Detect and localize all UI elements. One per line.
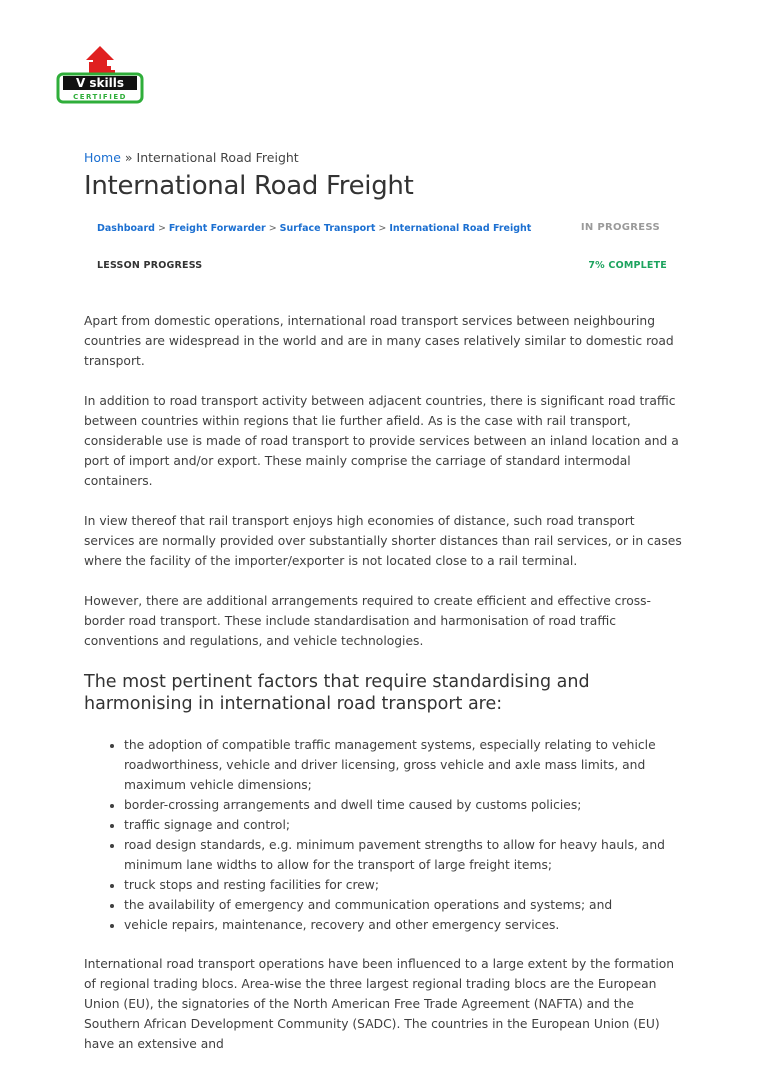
main-content: [84, 150, 688, 1074]
breadcrumb-current: International Road Freight: [136, 150, 299, 165]
crumb-separator: >: [157, 223, 166, 234]
crumb-separator: >: [378, 223, 387, 234]
paragraph-3: In view thereof that rail transport enjoys high economies of distance, such road transport services are normally provided over substantially shorter distances than rail services, or in cases where the facility of the importer/exporter is not located close to a rail terminal.: [84, 514, 682, 568]
logo-main-text: V skills: [75, 76, 125, 90]
lesson-breadcrumb: [97, 223, 531, 234]
lesson-progress-value: 7% COMPLETE: [588, 260, 667, 271]
paragraph-4: However, there are additional arrangements required to create efficient and effective cross-border road transport. These include standardisation and harmonisation of road traffic conventions and regulations, and vehicle technologies.: [84, 594, 651, 648]
lesson-progress-label: LESSON PROGRESS: [97, 260, 203, 271]
crumb-international-road-freight[interactable]: International Road Freight: [389, 223, 532, 234]
logo-sub-text: CERTIFIED: [73, 93, 127, 101]
paragraph-1: Apart from domestic operations, international road transport services between neighbouring countries are widespread in the world and are in many cases relatively similar to domestic road transport.: [84, 314, 674, 368]
breadcrumb-home-link[interactable]: Home: [84, 150, 121, 165]
list-item: • border-crossing arrangements and dwell time caused by customs policies;: [124, 795, 688, 815]
breadcrumb-separator: »: [124, 150, 133, 165]
crumb-separator: >: [268, 223, 277, 234]
crumb-dashboard[interactable]: Dashboard: [97, 223, 155, 234]
page-title: International Road Freight: [84, 171, 414, 201]
closing-paragraph: International road transport operations have been influenced to a large extent by the formation of regional trading blocs. Area-wise the three largest regional trading blocs are the European Union (EU), the signatories of the North American Free Trade Agreement (NAFTA) and the Southern African Development Community (SADC). The countries in the European Union (EU) have an extensive and: [84, 957, 675, 1051]
list-item: • the adoption of compatible traffic management systems, especially relating to vehicle roadworthiness, vehicle and driver licensing, gross vehicle and axle mass limits, and maximum vehicle dimensions;: [124, 735, 688, 795]
crumb-freight-forwarder[interactable]: Freight Forwarder: [168, 223, 266, 234]
list-item: • truck stops and resting facilities for crew;: [124, 875, 688, 895]
vskills-logo-graphic: [56, 44, 144, 106]
list-item: • traffic signage and control;: [124, 815, 688, 835]
factors-list: [84, 735, 688, 935]
lesson-status-badge: IN PROGRESS: [580, 222, 660, 233]
vskills-logo[interactable]: [56, 44, 144, 106]
breadcrumb: [84, 150, 688, 165]
lesson-status-bar: [84, 221, 688, 291]
paragraph-2: In addition to road transport activity between adjacent countries, there is significant road traffic between countries within regions that lie further afield. As is the case with rail transport, considerable use is made of road transport to provide services between an inland location and a port of import and/or export. These mainly comprise the carriage of standard intermodal containers.: [84, 394, 679, 488]
crumb-surface-transport[interactable]: Surface Transport: [279, 223, 376, 234]
list-item: • vehicle repairs, maintenance, recovery and other emergency services.: [124, 915, 688, 935]
list-item: • road design standards, e.g. minimum pavement strengths to allow for heavy hauls, and minimum lane widths to allow for the transport of large freight items;: [124, 835, 688, 875]
section-heading: The most pertinent factors that require standardising and harmonising in international road transport are:: [84, 672, 590, 714]
list-item: • the availability of emergency and communication operations and systems; and: [124, 895, 688, 915]
